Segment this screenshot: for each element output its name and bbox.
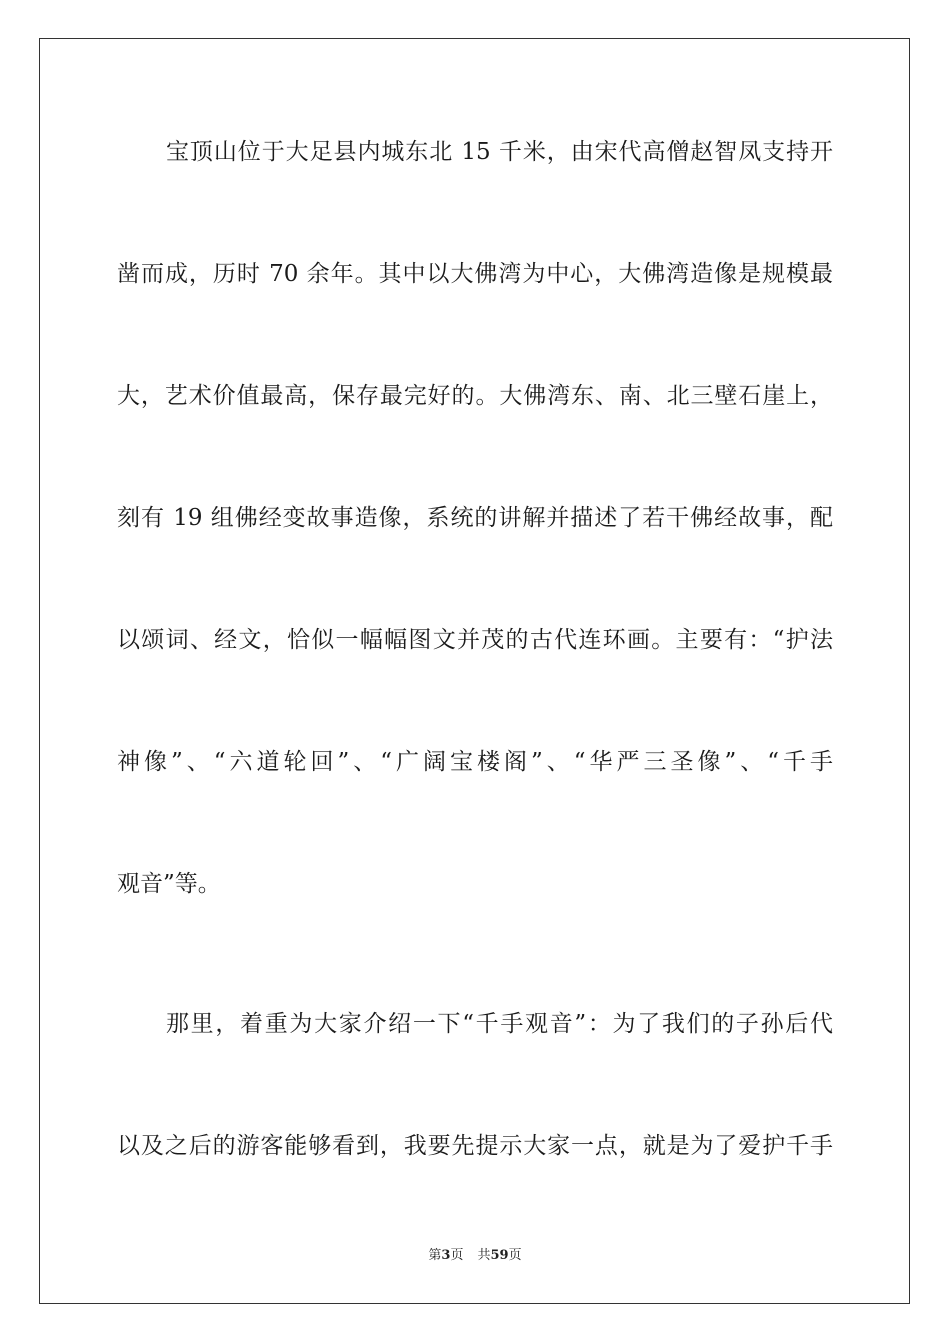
paragraph-1-line-4: 刻有 19 组佛经变故事造像，系统的讲解并描述了若干佛经故事，配 — [117, 505, 833, 531]
total-prefix: 共 — [477, 1248, 491, 1263]
paragraph-2-line-2: 以及之后的游客能够看到，我要先提示大家一点，就是为了爱护千手 — [117, 1133, 833, 1159]
total-suffix: 页 — [508, 1248, 522, 1263]
page-footer — [0, 1247, 950, 1265]
paragraph-2-line-1: 那里，着重为大家介绍一下“千手观音”：为了我们的子孙后代 — [166, 1011, 833, 1037]
paragraph-1-line-7: 观音”等。 — [117, 871, 221, 897]
total-pages: 59 — [490, 1248, 509, 1263]
page-prefix: 第 — [428, 1248, 442, 1263]
page-border — [39, 38, 910, 1304]
paragraph-1-line-1: 宝顶山位于大足县内城东北 15 千米，由宋代高僧赵智凤支持开 — [166, 139, 833, 165]
paragraph-1-line-6: 神像”、“六道轮回”、“广阔宝楼阁”、“华严三圣像”、“千手 — [117, 749, 833, 775]
page-number: 3 — [441, 1248, 451, 1263]
paragraph-1-line-2: 凿而成，历时 70 余年。其中以大佛湾为中心，大佛湾造像是规模最 — [117, 261, 833, 287]
paragraph-1-line-5: 以颂词、经文，恰似一幅幅图文并茂的古代连环画。主要有：“护法 — [117, 627, 833, 653]
paragraph-1-line-3: 大，艺术价值最高，保存最完好的。大佛湾东、南、北三壁石崖上， — [117, 383, 833, 409]
page-suffix: 页 — [450, 1248, 464, 1263]
